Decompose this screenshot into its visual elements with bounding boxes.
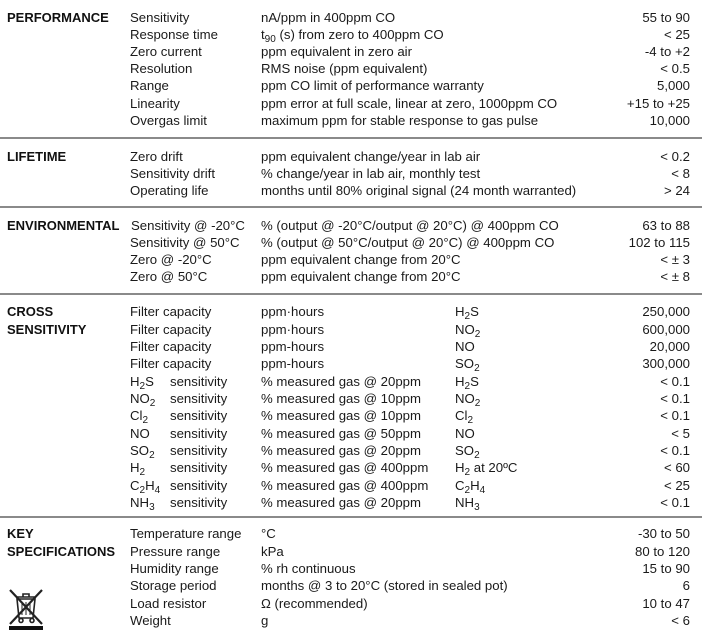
param-value: 55 to 90 [642,10,690,25]
param-value: +15 to +25 [626,96,690,111]
gas-formula: $H_2S$ [455,374,479,392]
param-label: Linearity [130,96,180,111]
param-description: % (output @ -20°C/output @ 20°C) @ 400ppm CO [261,218,559,233]
param-label: Sensitivity @ 50°C [130,235,240,250]
sensitivity-label: sensitivity [170,478,228,493]
param-label: Temperature range [130,526,242,541]
gas-formula: $NO_2$ [455,322,481,340]
sensitivity-label: sensitivity [170,460,228,475]
section-header-lifetime: LIFETIME [7,149,67,164]
param-label: Zero @ -20°C [130,252,212,267]
param-value: < 0.1 [660,443,690,458]
param-value: < 0.1 [660,408,690,423]
param-value: < 8 [671,166,690,181]
param-description: ppm CO limit of performance warranty [261,78,484,93]
param-value: < ± 3 [660,252,690,267]
param-description: % measured gas @ 10ppm [261,408,421,423]
table-row [0,148,707,165]
section-divider [0,293,702,295]
param-label: Weight [130,613,171,628]
param-value: 300,000 [642,356,690,371]
table-row [0,303,707,320]
param-value: < 0.1 [660,391,690,406]
crossed-out-wheelie-bin-icon [4,585,48,630]
param-value: 600,000 [642,322,690,337]
param-label: Sensitivity [130,10,190,25]
param-label: Zero @ 50°C [130,269,208,284]
sensitivity-label: sensitivity [170,391,228,406]
param-value: 15 to 90 [642,561,690,576]
sensitivity-label: sensitivity [170,495,228,510]
param-description: nA/ppm in 400ppm CO [261,10,396,25]
table-row [0,543,707,560]
param-description: ppm equivalent change from 20°C [261,252,461,267]
param-description: ppm error at full scale, linear at zero, 1000ppm CO [261,96,558,111]
gas-formula: NO [130,426,150,441]
param-label: Resolution [130,61,193,76]
param-value: -4 to +2 [644,44,690,59]
param-label: Humidity range [130,561,219,576]
section-divider [0,206,702,208]
table-row [0,26,707,43]
param-description: % measured gas @ 400ppm [261,478,429,493]
param-description: ppm-hours [261,356,325,371]
param-description: kPa [261,544,284,559]
param-value: < 5 [671,426,690,441]
param-description: % measured gas @ 400ppm [261,460,429,475]
section-divider [0,137,702,139]
table-row [0,373,707,390]
param-description: % measured gas @ 20ppm [261,443,421,458]
gas-formula: $NO_2$ [455,391,481,409]
section-header-sensitivity: SENSITIVITY [7,322,87,337]
param-description: $t_{90}$ (s) from zero to 400ppm CO [261,27,444,45]
param-label: Zero drift [130,149,183,164]
table-row [0,355,707,372]
param-value: < 0.1 [660,495,690,510]
param-description: % change/year in lab air, monthly test [261,166,481,181]
sensitivity-label: sensitivity [170,426,228,441]
table-row [0,234,707,251]
gas-formula: $H_2$ [130,460,146,478]
param-value: -30 to 50 [637,526,690,541]
gas-formula: $NH_3$ [455,495,480,513]
param-value: 20,000 [649,339,690,354]
table-row [0,494,707,511]
gas-formula: $Cl_2$ [130,408,149,426]
gas-formula: $NH_3$ [130,495,155,513]
gas-formula: $H_2S$ [130,374,154,392]
table-row [0,251,707,268]
table-row [0,217,707,234]
table-row [0,390,707,407]
table-row [0,525,707,542]
table-row [0,77,707,94]
gas-formula: $H_2$ at 20ºC [455,460,518,478]
section-header-environmental: ENVIRONMENTAL [7,218,120,233]
param-value: 10 to 47 [642,596,690,611]
table-row [0,612,707,629]
param-label: Operating life [130,183,209,198]
param-description: maximum ppm for stable response to gas pulse [261,113,539,128]
param-description: months @ 3 to 20°C (stored in sealed pot) [261,578,508,593]
table-row [0,9,707,26]
table-row [0,338,707,355]
section-header-specifications: SPECIFICATIONS [7,544,116,559]
param-value: 80 to 120 [635,544,690,559]
param-description: ppm equivalent in zero air [261,44,413,59]
table-row [0,459,707,476]
gas-formula: NO [455,339,475,354]
table-row [0,112,707,129]
table-row [0,268,707,285]
table-row [0,407,707,424]
param-description: °C [261,526,276,541]
param-description: ppm·hours [261,322,325,337]
param-description: % rh continuous [261,561,356,576]
param-label: Sensitivity @ -20°C [131,218,245,233]
param-label: Storage period [130,578,217,593]
section-divider [0,516,702,518]
gas-formula: $SO_2$ [455,356,480,374]
gas-formula: $SO_2$ [130,443,155,461]
table-row [0,560,707,577]
param-description: ppm equivalent change from 20°C [261,269,461,284]
gas-formula: $NO_2$ [130,391,156,409]
table-row [0,425,707,442]
param-label: Range [130,78,169,93]
table-row [0,182,707,199]
param-label: Filter capacity [130,339,212,354]
param-description: % measured gas @ 10ppm [261,391,421,406]
param-value: < ± 8 [660,269,690,284]
param-description: % (output @ 50°C/output @ 20°C) @ 400ppm CO [261,235,555,250]
param-value: < 60 [663,460,690,475]
param-description: % measured gas @ 20ppm [261,495,421,510]
table-row [0,43,707,60]
param-label: Filter capacity [130,322,212,337]
param-label: Zero current [130,44,202,59]
param-label: Overgas limit [130,113,207,128]
param-value: 10,000 [649,113,690,128]
param-description: % measured gas @ 20ppm [261,374,421,389]
param-description: Ω (recommended) [261,596,368,611]
param-value: < 6 [671,613,690,628]
section-header-cross: CROSS [7,304,54,319]
sensitivity-label: sensitivity [170,443,228,458]
param-label: Response time [130,27,218,42]
section-header-key: KEY [7,526,34,541]
param-value: 102 to 115 [628,235,690,250]
param-label: Filter capacity [130,304,212,319]
param-description: months until 80% original signal (24 month warranted) [261,183,577,198]
param-value: < 25 [663,27,690,42]
gas-formula: $C_2H_4$ [455,478,486,496]
param-value: 5,000 [656,78,690,93]
param-label: Sensitivity drift [130,166,216,181]
table-row [0,60,707,77]
gas-formula: $Cl_2$ [455,408,474,426]
gas-formula: $SO_2$ [455,443,480,461]
param-value: > 24 [663,183,690,198]
table-row [0,95,707,112]
param-label: Load resistor [130,596,207,611]
param-label: Filter capacity [130,356,212,371]
table-row [0,442,707,459]
param-value: 63 to 88 [642,218,690,233]
gas-formula: $H_2S$ [455,304,479,322]
param-description: ppm·hours [261,304,325,319]
param-value: < 0.5 [660,61,690,76]
table-row [0,165,707,182]
param-value: 250,000 [642,304,690,319]
table-row [0,321,707,338]
table-row [0,577,707,594]
param-value: < 0.1 [660,374,690,389]
section-header-performance: PERFORMANCE [7,10,109,25]
table-row [0,595,707,612]
param-description: ppm-hours [261,339,325,354]
param-description: % measured gas @ 50ppm [261,426,421,441]
param-description: g [261,613,269,628]
param-value: 6 [682,578,690,593]
param-description: ppm equivalent change/year in lab air [261,149,481,164]
sensitivity-label: sensitivity [170,374,228,389]
param-value: < 25 [663,478,690,493]
param-label: Pressure range [130,544,221,559]
sensitivity-label: sensitivity [170,408,228,423]
gas-formula: $C_2H_4$ [130,478,161,496]
param-description: RMS noise (ppm equivalent) [261,61,428,76]
param-value: < 0.2 [660,149,690,164]
table-row [0,477,707,494]
gas-formula: NO [455,426,475,441]
